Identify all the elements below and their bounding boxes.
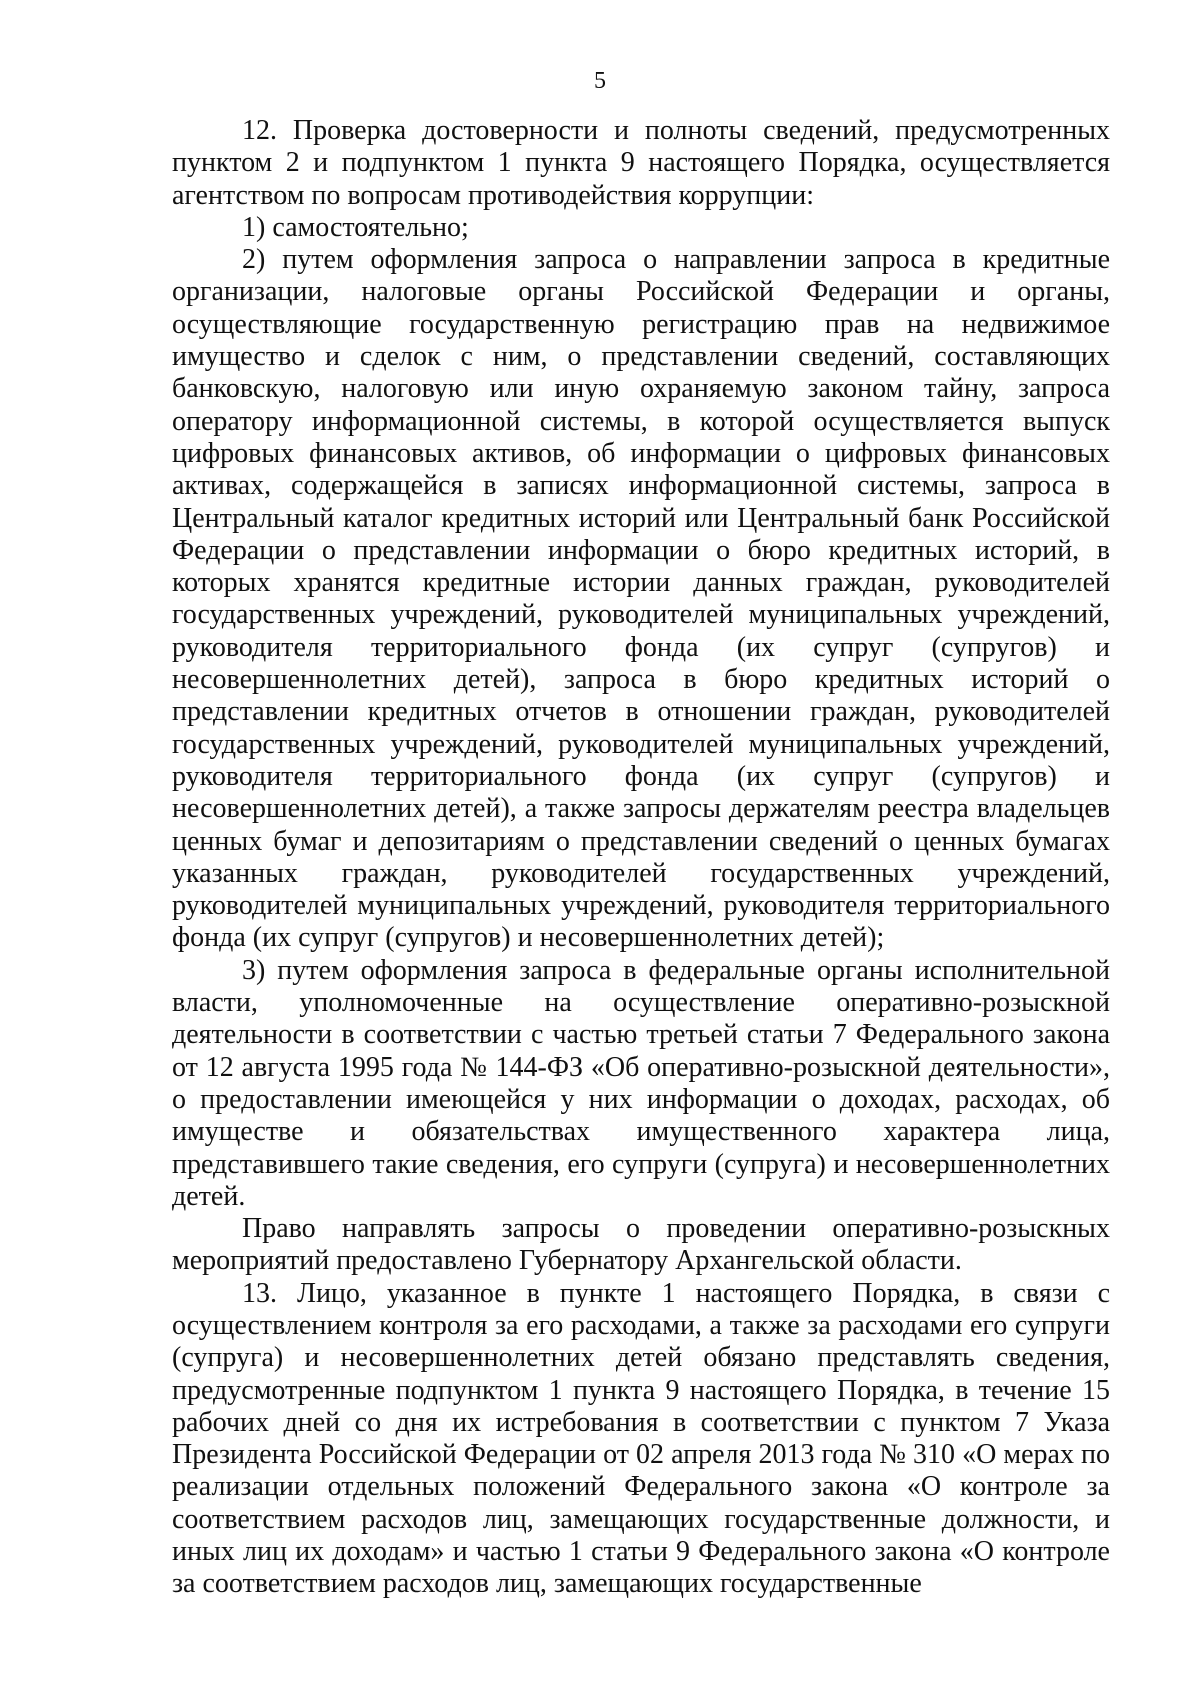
paragraph-13: 13. Лицо, указанное в пункте 1 настоящего Порядка, в связи с осуществлением контроля за его расходами, а также за расходами его супруги (супруга) и несовершеннолетних детей обязано представлять сведения, предусмотренные подпунктом 1 пункта 9 настоящего Порядка, в течение 15 рабочих дней со дня их истребования в соответствии с пунктом 7 Указа Президента Российской Федерации от 02 апреля 2013 года № 310 «О мерах по реализации отдельных положений Федерального закона «О контроле за соответствием расходов лиц, замещающих государственные должности, и иных лиц их доходам» и частью 1 статьи 9 Федерального закона «О контроле за соответствием расходов лиц, замещающих государственные xyxy=(172,1277,1110,1600)
paragraph-12-item-1: 1) самостоятельно; xyxy=(242,211,469,243)
document-body xyxy=(172,115,1110,1601)
paragraph-12-item-3: 3) путем оформления запроса в федеральные органы исполнительной власти, уполномоченные на осуществление оперативно-розыскной деятельности в соответствии с частью третьей статьи 7 Федерального закона от 12 августа 1995 года № 144-ФЗ «Об оперативно-розыскной деятельности», о предоставлении имеющейся у них информации о доходах, расходах, об имуществе и обязательствах имущественного характера лица, представившего такие сведения, его супруги (супруга) и несовершеннолетних детей. xyxy=(172,954,1110,1212)
paragraph-governor-right: Право направлять запросы о проведении оперативно-розыскных мероприятий предоставлено Губернатору Архангельской области. xyxy=(172,1213,1110,1277)
page-number: 5 xyxy=(594,68,606,94)
paragraph-12-intro: 12. Проверка достоверности и полноты сведений, предусмотренных пунктом 2 и подпунктом 1 пункта 9 настоящего Порядка, осуществляется агентством по вопросам противодействия коррупции: xyxy=(172,115,1110,211)
paragraph-12-item-2: 2) путем оформления запроса о направлении запроса в кредитные организации, налоговые органы Российской Федерации и органы, осуществляющие государственную регистрацию прав на недвижимое имущество и сделок с ним, о представлении сведений, составляющих банковскую, налоговую или иную охраняемую законом тайну, запроса оператору информационной системы, в которой осуществляется выпуск цифровых финансовых активов, об информации о цифровых финансовых активах, содержащейся в записях информационной системы, запроса в Центральный каталог кредитных историй или Центральный банк Российской Федерации о представлении информации о бюро кредитных историй, в которых хранятся кредитные истории данных граждан, руководителей государственных учреждений, руководителей муниципальных учреждений, руководителя территориального фонда (их супруг (супругов) и несовершеннолетних детей), запроса в бюро кредитных историй о представлении кредитных отчетов в отношении граждан, руководителей государственных учреждений, руководителей муниципальных учреждений, руководителя территориального фонда (их супруг (супругов) и несовершеннолетних детей), а также запросы держателям реестра владельцев ценных бумаг и депозитариям о представлении сведений о ценных бумагах указанных граждан, руководителей государственных учреждений, руководителей муниципальных учреждений, руководителя территориального фонда (их супруг (супругов) и несовершеннолетних детей); xyxy=(172,244,1110,954)
